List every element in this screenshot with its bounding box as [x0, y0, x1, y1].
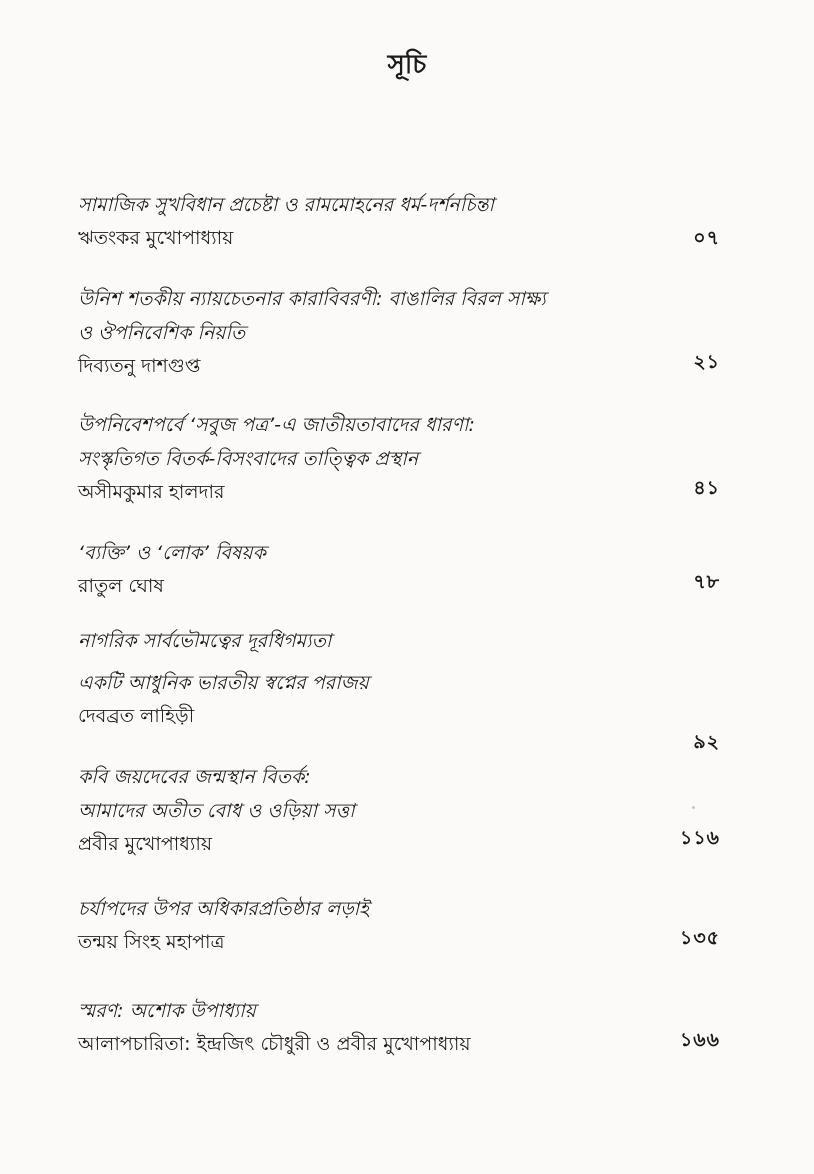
entry-title: স্মরণ: অশোক উপাধ্যায়	[78, 1000, 256, 1022]
entry-author: অসীমকুমার হালদার	[78, 481, 225, 503]
entry-title: সামাজিক সুখবিধান প্রচেষ্টা ও রামমোহনের ধর্ম-দর্শনচিন্তা	[78, 194, 495, 216]
page-title: সূচি	[387, 50, 427, 80]
page-number: ৯২	[693, 731, 720, 753]
entry-title: নাগরিক সার্বভৌমত্বের দূরধিগম্যতা	[78, 630, 332, 652]
toc-entry	[78, 282, 738, 382]
entry-title: উনিশ শতকীয় ন্যায়চেতনার কারাবিবরণী: বাঙালির বিরল সাক্ষ্য	[78, 288, 546, 310]
toc-entry	[78, 624, 738, 732]
toc-entry	[78, 994, 738, 1060]
entry-title: চর্যাপদের উপর অধিকারপ্রতিষ্ঠার লড়াই	[78, 898, 370, 920]
entry-title-line-2: সংস্কৃতিগত বিতর্ক-বিসংবাদের তাত্ত্বিক প্রস্থান	[78, 448, 419, 470]
speck	[692, 806, 695, 809]
entry-title: উপনিবেশপর্বে ‘সবুজ পত্র’-এ জাতীয়তাবাদের ধারণা:	[78, 414, 475, 436]
entry-author: রাতুল ঘোষ	[78, 575, 164, 597]
toc-entry	[78, 892, 738, 958]
entry-author: দিব্যতনু দাশগুপ্ত	[78, 355, 201, 377]
entry-author: দেবব্রত লাহিড়ী	[78, 705, 195, 727]
page-number: ৭৮	[693, 571, 720, 593]
page-number: ৪১	[693, 477, 720, 499]
page-number: ১৬৬	[679, 1029, 720, 1051]
entry-title: ‘ব্যক্তি’ ও ‘লোক’ বিষয়ক	[78, 542, 266, 564]
page-number: ১৩৫	[679, 927, 720, 949]
entry-author: ঋতংকর মুখোপাধ্যায়	[78, 227, 234, 249]
toc-entry	[78, 408, 738, 508]
entry-title: কবি জয়দেবের জন্মস্থান বিতর্ক:	[78, 766, 311, 788]
page-number: ১১৬	[679, 827, 720, 849]
toc-entry	[78, 536, 738, 602]
entry-author: তন্ময় সিংহ মহাপাত্র	[78, 931, 225, 953]
entry-author: প্রবীর মুখোপাধ্যায়	[78, 833, 213, 855]
entry-title-line-2: ও ঔপনিবেশিক নিয়তি	[78, 322, 246, 344]
toc-entry	[78, 760, 738, 860]
entry-title-line-2: আমাদের অতীত বোধ ও ওড়িয়া সত্তা	[78, 800, 355, 822]
toc-entry	[78, 188, 738, 254]
page-number: ২১	[693, 351, 720, 373]
page-number: ০৭	[693, 227, 720, 249]
entry-author: আলাপচারিতা: ইন্দ্রজিৎ চৌধুরী ও প্রবীর মুখোপাধ্যায়	[78, 1033, 471, 1055]
entry-title-line-2: একটি আধুনিক ভারতীয় স্বপ্নের পরাজয়	[78, 672, 369, 694]
